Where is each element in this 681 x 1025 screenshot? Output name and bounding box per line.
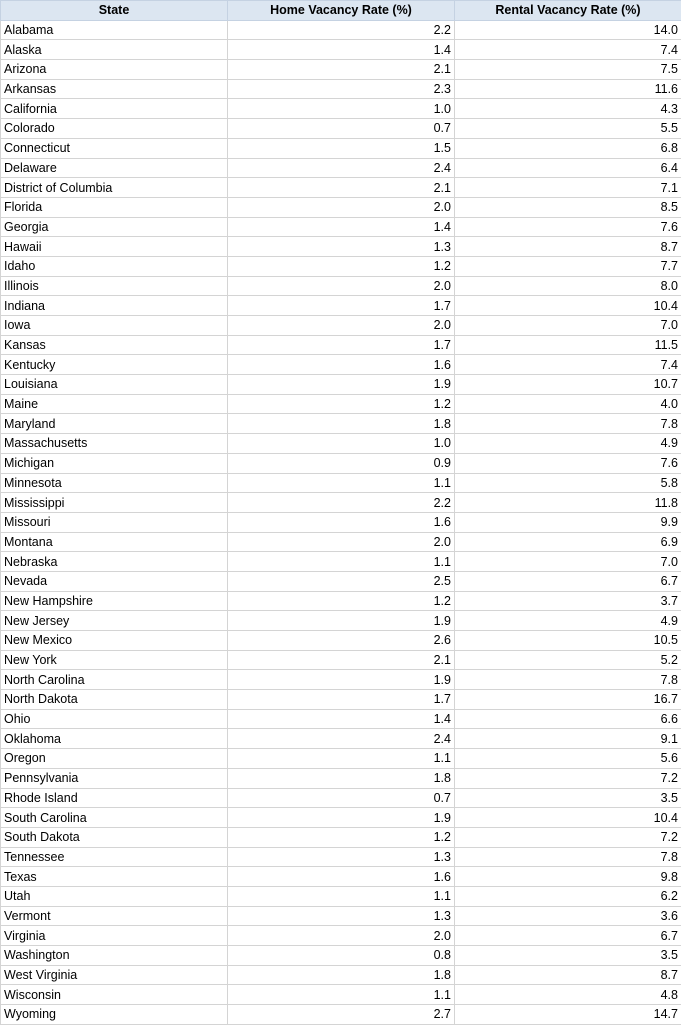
table-row xyxy=(1,158,681,178)
table-row xyxy=(1,40,681,60)
table-row xyxy=(1,60,681,80)
cell-state: District of Columbia xyxy=(1,178,228,198)
cell-state: Ohio xyxy=(1,709,228,729)
cell-rental-vacancy-rate: 6.8 xyxy=(455,138,681,158)
cell-state: Florida xyxy=(1,197,228,217)
cell-home-vacancy-rate: 1.2 xyxy=(228,394,455,414)
cell-rental-vacancy-rate: 7.7 xyxy=(455,256,681,276)
cell-rental-vacancy-rate: 5.5 xyxy=(455,119,681,139)
cell-home-vacancy-rate: 1.6 xyxy=(228,867,455,887)
table-row xyxy=(1,926,681,946)
cell-home-vacancy-rate: 2.2 xyxy=(228,20,455,40)
cell-rental-vacancy-rate: 8.7 xyxy=(455,965,681,985)
cell-rental-vacancy-rate: 14.0 xyxy=(455,20,681,40)
header-row xyxy=(1,1,681,21)
cell-rental-vacancy-rate: 10.4 xyxy=(455,296,681,316)
table-row xyxy=(1,946,681,966)
cell-home-vacancy-rate: 1.4 xyxy=(228,40,455,60)
cell-home-vacancy-rate: 1.6 xyxy=(228,512,455,532)
cell-home-vacancy-rate: 2.0 xyxy=(228,316,455,336)
cell-state: Colorado xyxy=(1,119,228,139)
cell-home-vacancy-rate: 1.1 xyxy=(228,985,455,1005)
cell-state: Delaware xyxy=(1,158,228,178)
table-row xyxy=(1,532,681,552)
table-row xyxy=(1,473,681,493)
cell-home-vacancy-rate: 2.1 xyxy=(228,178,455,198)
cell-rental-vacancy-rate: 7.4 xyxy=(455,40,681,60)
table-row xyxy=(1,375,681,395)
table-row xyxy=(1,729,681,749)
cell-home-vacancy-rate: 0.8 xyxy=(228,946,455,966)
cell-state: Hawaii xyxy=(1,237,228,257)
cell-rental-vacancy-rate: 4.9 xyxy=(455,434,681,454)
cell-state: Iowa xyxy=(1,316,228,336)
cell-state: Pennsylvania xyxy=(1,768,228,788)
cell-home-vacancy-rate: 1.1 xyxy=(228,473,455,493)
cell-rental-vacancy-rate: 5.8 xyxy=(455,473,681,493)
cell-home-vacancy-rate: 2.5 xyxy=(228,571,455,591)
table-row xyxy=(1,178,681,198)
table-row xyxy=(1,355,681,375)
cell-state: Texas xyxy=(1,867,228,887)
cell-state: Nevada xyxy=(1,571,228,591)
cell-state: Alaska xyxy=(1,40,228,60)
cell-home-vacancy-rate: 1.5 xyxy=(228,138,455,158)
cell-home-vacancy-rate: 2.1 xyxy=(228,650,455,670)
cell-rental-vacancy-rate: 6.6 xyxy=(455,709,681,729)
cell-rental-vacancy-rate: 4.0 xyxy=(455,394,681,414)
cell-state: Mississippi xyxy=(1,493,228,513)
table-row xyxy=(1,20,681,40)
cell-home-vacancy-rate: 1.2 xyxy=(228,256,455,276)
cell-rental-vacancy-rate: 3.5 xyxy=(455,946,681,966)
cell-state: Virginia xyxy=(1,926,228,946)
table-row xyxy=(1,768,681,788)
header-rental-vacancy-rate: Rental Vacancy Rate (%) xyxy=(455,1,681,21)
cell-state: Missouri xyxy=(1,512,228,532)
cell-rental-vacancy-rate: 7.6 xyxy=(455,217,681,237)
cell-home-vacancy-rate: 1.6 xyxy=(228,355,455,375)
cell-rental-vacancy-rate: 7.6 xyxy=(455,453,681,473)
cell-home-vacancy-rate: 2.4 xyxy=(228,729,455,749)
cell-state: Massachusetts xyxy=(1,434,228,454)
cell-state: West Virginia xyxy=(1,965,228,985)
table-row xyxy=(1,690,681,710)
table-row xyxy=(1,650,681,670)
cell-home-vacancy-rate: 1.1 xyxy=(228,552,455,572)
table-row xyxy=(1,571,681,591)
cell-state: Utah xyxy=(1,886,228,906)
cell-state: Michigan xyxy=(1,453,228,473)
cell-rental-vacancy-rate: 3.5 xyxy=(455,788,681,808)
cell-state: North Dakota xyxy=(1,690,228,710)
table-row xyxy=(1,552,681,572)
cell-home-vacancy-rate: 2.0 xyxy=(228,276,455,296)
cell-home-vacancy-rate: 2.4 xyxy=(228,158,455,178)
table-row xyxy=(1,414,681,434)
header-state: State xyxy=(1,1,228,21)
cell-home-vacancy-rate: 2.6 xyxy=(228,631,455,651)
cell-state: Nebraska xyxy=(1,552,228,572)
cell-home-vacancy-rate: 0.7 xyxy=(228,119,455,139)
cell-state: South Carolina xyxy=(1,808,228,828)
table-row xyxy=(1,296,681,316)
table-row xyxy=(1,217,681,237)
cell-state: Oregon xyxy=(1,749,228,769)
table-row xyxy=(1,886,681,906)
cell-home-vacancy-rate: 1.2 xyxy=(228,591,455,611)
cell-home-vacancy-rate: 1.1 xyxy=(228,749,455,769)
cell-rental-vacancy-rate: 7.5 xyxy=(455,60,681,80)
cell-state: Wyoming xyxy=(1,1005,228,1025)
cell-state: Wisconsin xyxy=(1,985,228,1005)
cell-home-vacancy-rate: 1.4 xyxy=(228,217,455,237)
table-row xyxy=(1,119,681,139)
cell-home-vacancy-rate: 1.9 xyxy=(228,611,455,631)
cell-rental-vacancy-rate: 7.8 xyxy=(455,847,681,867)
cell-state: New Hampshire xyxy=(1,591,228,611)
cell-rental-vacancy-rate: 7.1 xyxy=(455,178,681,198)
cell-state: Tennessee xyxy=(1,847,228,867)
cell-home-vacancy-rate: 1.7 xyxy=(228,296,455,316)
table-body xyxy=(1,20,681,1024)
cell-home-vacancy-rate: 1.3 xyxy=(228,237,455,257)
cell-rental-vacancy-rate: 6.2 xyxy=(455,886,681,906)
cell-state: Kentucky xyxy=(1,355,228,375)
cell-rental-vacancy-rate: 8.5 xyxy=(455,197,681,217)
cell-home-vacancy-rate: 2.7 xyxy=(228,1005,455,1025)
table-row xyxy=(1,670,681,690)
header-home-vacancy-rate: Home Vacancy Rate (%) xyxy=(228,1,455,21)
cell-state: North Carolina xyxy=(1,670,228,690)
table-row xyxy=(1,493,681,513)
cell-rental-vacancy-rate: 4.9 xyxy=(455,611,681,631)
cell-rental-vacancy-rate: 6.9 xyxy=(455,532,681,552)
cell-state: Montana xyxy=(1,532,228,552)
table-row xyxy=(1,847,681,867)
table-row xyxy=(1,434,681,454)
cell-rental-vacancy-rate: 3.7 xyxy=(455,591,681,611)
cell-rental-vacancy-rate: 4.3 xyxy=(455,99,681,119)
cell-rental-vacancy-rate: 6.7 xyxy=(455,571,681,591)
cell-state: Arkansas xyxy=(1,79,228,99)
cell-rental-vacancy-rate: 7.0 xyxy=(455,552,681,572)
cell-home-vacancy-rate: 1.1 xyxy=(228,886,455,906)
table-row xyxy=(1,512,681,532)
cell-state: Minnesota xyxy=(1,473,228,493)
cell-rental-vacancy-rate: 6.7 xyxy=(455,926,681,946)
cell-state: Kansas xyxy=(1,335,228,355)
cell-rental-vacancy-rate: 7.0 xyxy=(455,316,681,336)
cell-home-vacancy-rate: 1.0 xyxy=(228,434,455,454)
table-row xyxy=(1,394,681,414)
cell-rental-vacancy-rate: 11.8 xyxy=(455,493,681,513)
cell-home-vacancy-rate: 1.4 xyxy=(228,709,455,729)
cell-state: Arizona xyxy=(1,60,228,80)
cell-home-vacancy-rate: 1.0 xyxy=(228,99,455,119)
cell-state: Vermont xyxy=(1,906,228,926)
cell-rental-vacancy-rate: 5.6 xyxy=(455,749,681,769)
cell-rental-vacancy-rate: 9.1 xyxy=(455,729,681,749)
table-row xyxy=(1,276,681,296)
cell-rental-vacancy-rate: 10.4 xyxy=(455,808,681,828)
cell-home-vacancy-rate: 1.9 xyxy=(228,670,455,690)
cell-home-vacancy-rate: 2.1 xyxy=(228,60,455,80)
table-row xyxy=(1,985,681,1005)
cell-home-vacancy-rate: 1.8 xyxy=(228,768,455,788)
table-row xyxy=(1,237,681,257)
cell-rental-vacancy-rate: 7.8 xyxy=(455,670,681,690)
cell-state: Louisiana xyxy=(1,375,228,395)
cell-rental-vacancy-rate: 7.4 xyxy=(455,355,681,375)
table-row xyxy=(1,827,681,847)
table-row xyxy=(1,256,681,276)
cell-state: New York xyxy=(1,650,228,670)
cell-home-vacancy-rate: 1.8 xyxy=(228,965,455,985)
cell-rental-vacancy-rate: 8.7 xyxy=(455,237,681,257)
cell-home-vacancy-rate: 1.9 xyxy=(228,808,455,828)
cell-home-vacancy-rate: 1.7 xyxy=(228,690,455,710)
table-row xyxy=(1,138,681,158)
cell-state: California xyxy=(1,99,228,119)
cell-state: Indiana xyxy=(1,296,228,316)
cell-rental-vacancy-rate: 16.7 xyxy=(455,690,681,710)
cell-home-vacancy-rate: 2.0 xyxy=(228,197,455,217)
cell-home-vacancy-rate: 2.0 xyxy=(228,532,455,552)
cell-rental-vacancy-rate: 10.5 xyxy=(455,631,681,651)
cell-home-vacancy-rate: 0.9 xyxy=(228,453,455,473)
cell-rental-vacancy-rate: 10.7 xyxy=(455,375,681,395)
table-row xyxy=(1,197,681,217)
cell-rental-vacancy-rate: 3.6 xyxy=(455,906,681,926)
cell-home-vacancy-rate: 2.3 xyxy=(228,79,455,99)
cell-state: Georgia xyxy=(1,217,228,237)
cell-state: Illinois xyxy=(1,276,228,296)
cell-state: Rhode Island xyxy=(1,788,228,808)
cell-home-vacancy-rate: 2.0 xyxy=(228,926,455,946)
cell-state: Oklahoma xyxy=(1,729,228,749)
cell-state: Maryland xyxy=(1,414,228,434)
table-row xyxy=(1,1005,681,1025)
cell-rental-vacancy-rate: 11.5 xyxy=(455,335,681,355)
cell-home-vacancy-rate: 2.2 xyxy=(228,493,455,513)
cell-state: Alabama xyxy=(1,20,228,40)
table-row xyxy=(1,335,681,355)
table-row xyxy=(1,99,681,119)
cell-state: Idaho xyxy=(1,256,228,276)
cell-rental-vacancy-rate: 9.9 xyxy=(455,512,681,532)
cell-home-vacancy-rate: 1.7 xyxy=(228,335,455,355)
cell-rental-vacancy-rate: 7.8 xyxy=(455,414,681,434)
table-row xyxy=(1,453,681,473)
table-row xyxy=(1,709,681,729)
cell-rental-vacancy-rate: 8.0 xyxy=(455,276,681,296)
cell-state: Maine xyxy=(1,394,228,414)
cell-state: Connecticut xyxy=(1,138,228,158)
table-row xyxy=(1,79,681,99)
table-row xyxy=(1,316,681,336)
cell-state: South Dakota xyxy=(1,827,228,847)
table-row xyxy=(1,808,681,828)
cell-rental-vacancy-rate: 14.7 xyxy=(455,1005,681,1025)
cell-state: New Mexico xyxy=(1,631,228,651)
cell-rental-vacancy-rate: 6.4 xyxy=(455,158,681,178)
table-row xyxy=(1,611,681,631)
table-row xyxy=(1,788,681,808)
cell-home-vacancy-rate: 1.2 xyxy=(228,827,455,847)
cell-rental-vacancy-rate: 5.2 xyxy=(455,650,681,670)
table-row xyxy=(1,591,681,611)
cell-home-vacancy-rate: 1.8 xyxy=(228,414,455,434)
cell-rental-vacancy-rate: 9.8 xyxy=(455,867,681,887)
cell-rental-vacancy-rate: 7.2 xyxy=(455,768,681,788)
cell-rental-vacancy-rate: 11.6 xyxy=(455,79,681,99)
table-row xyxy=(1,906,681,926)
cell-home-vacancy-rate: 1.3 xyxy=(228,906,455,926)
cell-home-vacancy-rate: 1.9 xyxy=(228,375,455,395)
table-row xyxy=(1,631,681,651)
cell-home-vacancy-rate: 0.7 xyxy=(228,788,455,808)
table-row xyxy=(1,867,681,887)
cell-state: New Jersey xyxy=(1,611,228,631)
cell-home-vacancy-rate: 1.3 xyxy=(228,847,455,867)
cell-rental-vacancy-rate: 4.8 xyxy=(455,985,681,1005)
cell-rental-vacancy-rate: 7.2 xyxy=(455,827,681,847)
table-row xyxy=(1,749,681,769)
cell-state: Washington xyxy=(1,946,228,966)
table-row xyxy=(1,965,681,985)
table-header xyxy=(1,1,681,21)
